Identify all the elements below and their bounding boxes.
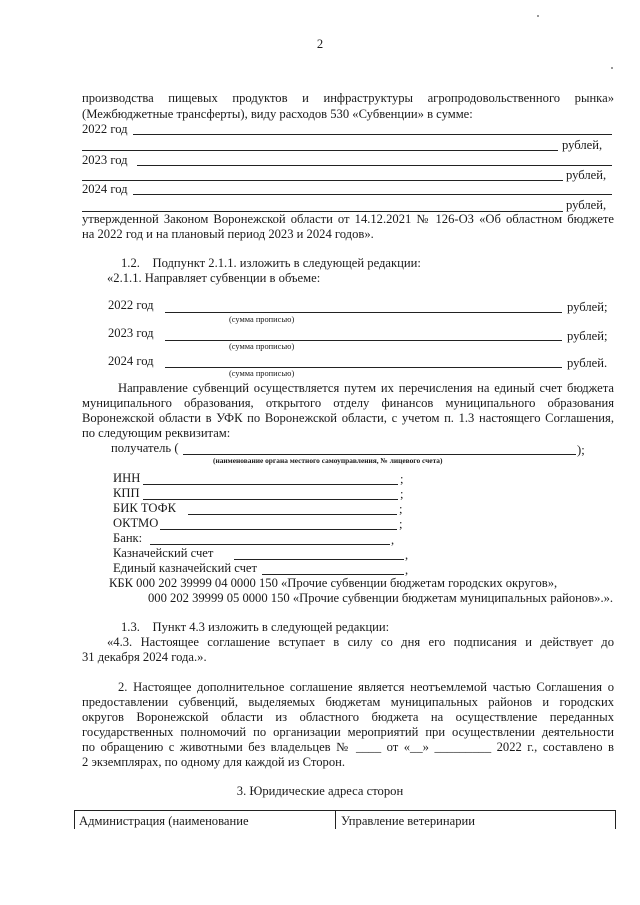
table-cell-veterinary: Управление ветеринарии bbox=[341, 814, 476, 828]
inn-label: ИНН bbox=[113, 471, 141, 485]
amount-2023-blank bbox=[137, 165, 612, 166]
oktmo-blank bbox=[160, 529, 397, 530]
rubles-2024: рублей, bbox=[566, 198, 607, 212]
subvention-2023-blank bbox=[165, 340, 562, 341]
amount-in-words-hint: (сумма прописью) bbox=[229, 369, 295, 378]
year-2022-label: 2022 год bbox=[108, 298, 154, 312]
amount-2024-blank bbox=[133, 194, 612, 195]
single-treasury-account-end: , bbox=[405, 563, 409, 577]
section-2-line-2: предоставлении субвенций, выделяемых бюджетам муниципальных районов и городских bbox=[82, 695, 614, 709]
year-2024-label: 2024 год bbox=[108, 354, 154, 368]
kpp-label: КПП bbox=[113, 486, 140, 500]
rubles-2024: рублей. bbox=[567, 356, 608, 370]
subvention-2024-blank bbox=[165, 367, 562, 368]
intro-line-2: (Межбюджетные трансферты), виду расходов 530 «Субвенции» в сумме: bbox=[82, 107, 473, 121]
bank-end: , bbox=[391, 533, 395, 547]
treasury-account-end: , bbox=[405, 548, 409, 562]
table-cell-administration: Администрация (наименование bbox=[79, 814, 249, 828]
section-2-line-5: по обращению с животными без владельцев № ____ от «__» _________ 2022 г., составлено в bbox=[82, 740, 614, 754]
law-line-1: утвержденной Законом Воронежской области от 14.12.2021 № 126-ОЗ «Об областном бюджете bbox=[82, 212, 614, 226]
scan-speck bbox=[611, 67, 613, 69]
kpp-blank bbox=[143, 499, 398, 500]
bank-blank bbox=[150, 544, 390, 545]
single-treasury-account-label: Единый казначейский счет bbox=[113, 561, 258, 575]
table-column-divider bbox=[335, 811, 336, 829]
bik-label: БИК ТОФК bbox=[113, 501, 176, 515]
transfer-text-3: Воронежской области в УФК по Воронежской области, с учетом п. 1.3 настоящего Соглашения, bbox=[82, 411, 614, 425]
intro-line-1: производства пищевых продуктов и инфраструктуры агропродовольственного рынка» bbox=[82, 91, 614, 105]
rubles-2022: рублей, bbox=[562, 138, 603, 152]
rubles-2022: рублей; bbox=[567, 300, 608, 314]
law-line-2: на 2022 год и на плановый период 2023 и 2024 годов». bbox=[82, 227, 374, 241]
section-2-line-1: 2. Настоящее дополнительное соглашение является неотъемлемой частью Соглашения о bbox=[118, 680, 614, 694]
point-4-3-line-2: 31 декабря 2024 года.». bbox=[82, 650, 207, 664]
inn-blank bbox=[143, 484, 398, 485]
amount-in-words-hint: (сумма прописью) bbox=[229, 315, 295, 324]
year-2022-label: 2022 год bbox=[82, 122, 128, 136]
transfer-text-2: муниципального образования, открытого отделу финансов муниципального образования bbox=[82, 396, 614, 410]
section-2-line-3: округов Воронежской области из областного бюджета на осуществление переданных bbox=[82, 710, 614, 724]
year-2023-label: 2023 год bbox=[108, 326, 154, 340]
treasury-account-label: Казначейский счет bbox=[113, 546, 214, 560]
recipient-end: ); bbox=[577, 443, 585, 457]
rubles-2023: рублей, bbox=[566, 168, 607, 182]
amount-2022-blank bbox=[133, 134, 612, 135]
recipient-blank bbox=[183, 454, 576, 455]
subvention-2022-blank bbox=[165, 312, 562, 313]
amount-2022-words-blank bbox=[82, 150, 558, 151]
transfer-text-1: Направление субвенций осуществляется путем их перечисления на единый счет бюджета bbox=[118, 381, 614, 395]
bik-end: ; bbox=[399, 502, 403, 516]
section-2-line-6: 2 экземплярах, по одному для каждой из Сторон. bbox=[82, 755, 346, 769]
kpp-end: ; bbox=[400, 487, 404, 501]
kbk-line-1: КБК 000 202 39999 04 0000 150 «Прочие субвенции бюджетам городских округов», bbox=[109, 576, 558, 590]
point-1-2-heading: 1.2. Подпункт 2.1.1. изложить в следующей редакции: bbox=[121, 256, 421, 270]
rubles-2023: рублей; bbox=[567, 329, 608, 343]
bank-label: Банк: bbox=[113, 531, 143, 545]
year-2023-label: 2023 год bbox=[82, 153, 128, 167]
amount-2023-words-blank bbox=[82, 180, 563, 181]
inn-end: ; bbox=[400, 472, 404, 486]
point-2-1-1-intro: «2.1.1. Направляет субвенции в объеме: bbox=[107, 271, 321, 285]
scan-speck bbox=[537, 15, 539, 17]
point-1-3-heading: 1.3. Пункт 4.3 изложить в следующей редакции: bbox=[121, 620, 390, 634]
section-3-heading: 3. Юридические адреса сторон bbox=[236, 784, 404, 798]
oktmo-end: ; bbox=[399, 517, 403, 531]
transfer-text-4: по следующим реквизитам: bbox=[82, 426, 231, 440]
point-4-3-line-1: «4.3. Настоящее соглашение вступает в силу со дня его подписания и действует до bbox=[107, 635, 614, 649]
amount-in-words-hint: (сумма прописью) bbox=[229, 342, 295, 351]
recipient-label: получатель ( bbox=[111, 441, 179, 455]
year-2024-label: 2024 год bbox=[82, 182, 128, 196]
section-2-line-4: государственных полномочий по организации мероприятий при осуществлении деятельности bbox=[82, 725, 614, 739]
oktmo-label: ОКТМО bbox=[113, 516, 159, 530]
addresses-table bbox=[74, 810, 616, 829]
page-number: 2 bbox=[316, 37, 324, 51]
treasury-account-blank bbox=[234, 559, 404, 560]
kbk-line-2: 000 202 39999 05 0000 150 «Прочие субвенции бюджетам муниципальных районов».». bbox=[148, 591, 614, 605]
single-treasury-account-blank bbox=[262, 574, 404, 575]
bik-blank bbox=[188, 514, 397, 515]
recipient-hint: (наименование органа местного самоуправления, № лицевого счета) bbox=[213, 456, 443, 465]
